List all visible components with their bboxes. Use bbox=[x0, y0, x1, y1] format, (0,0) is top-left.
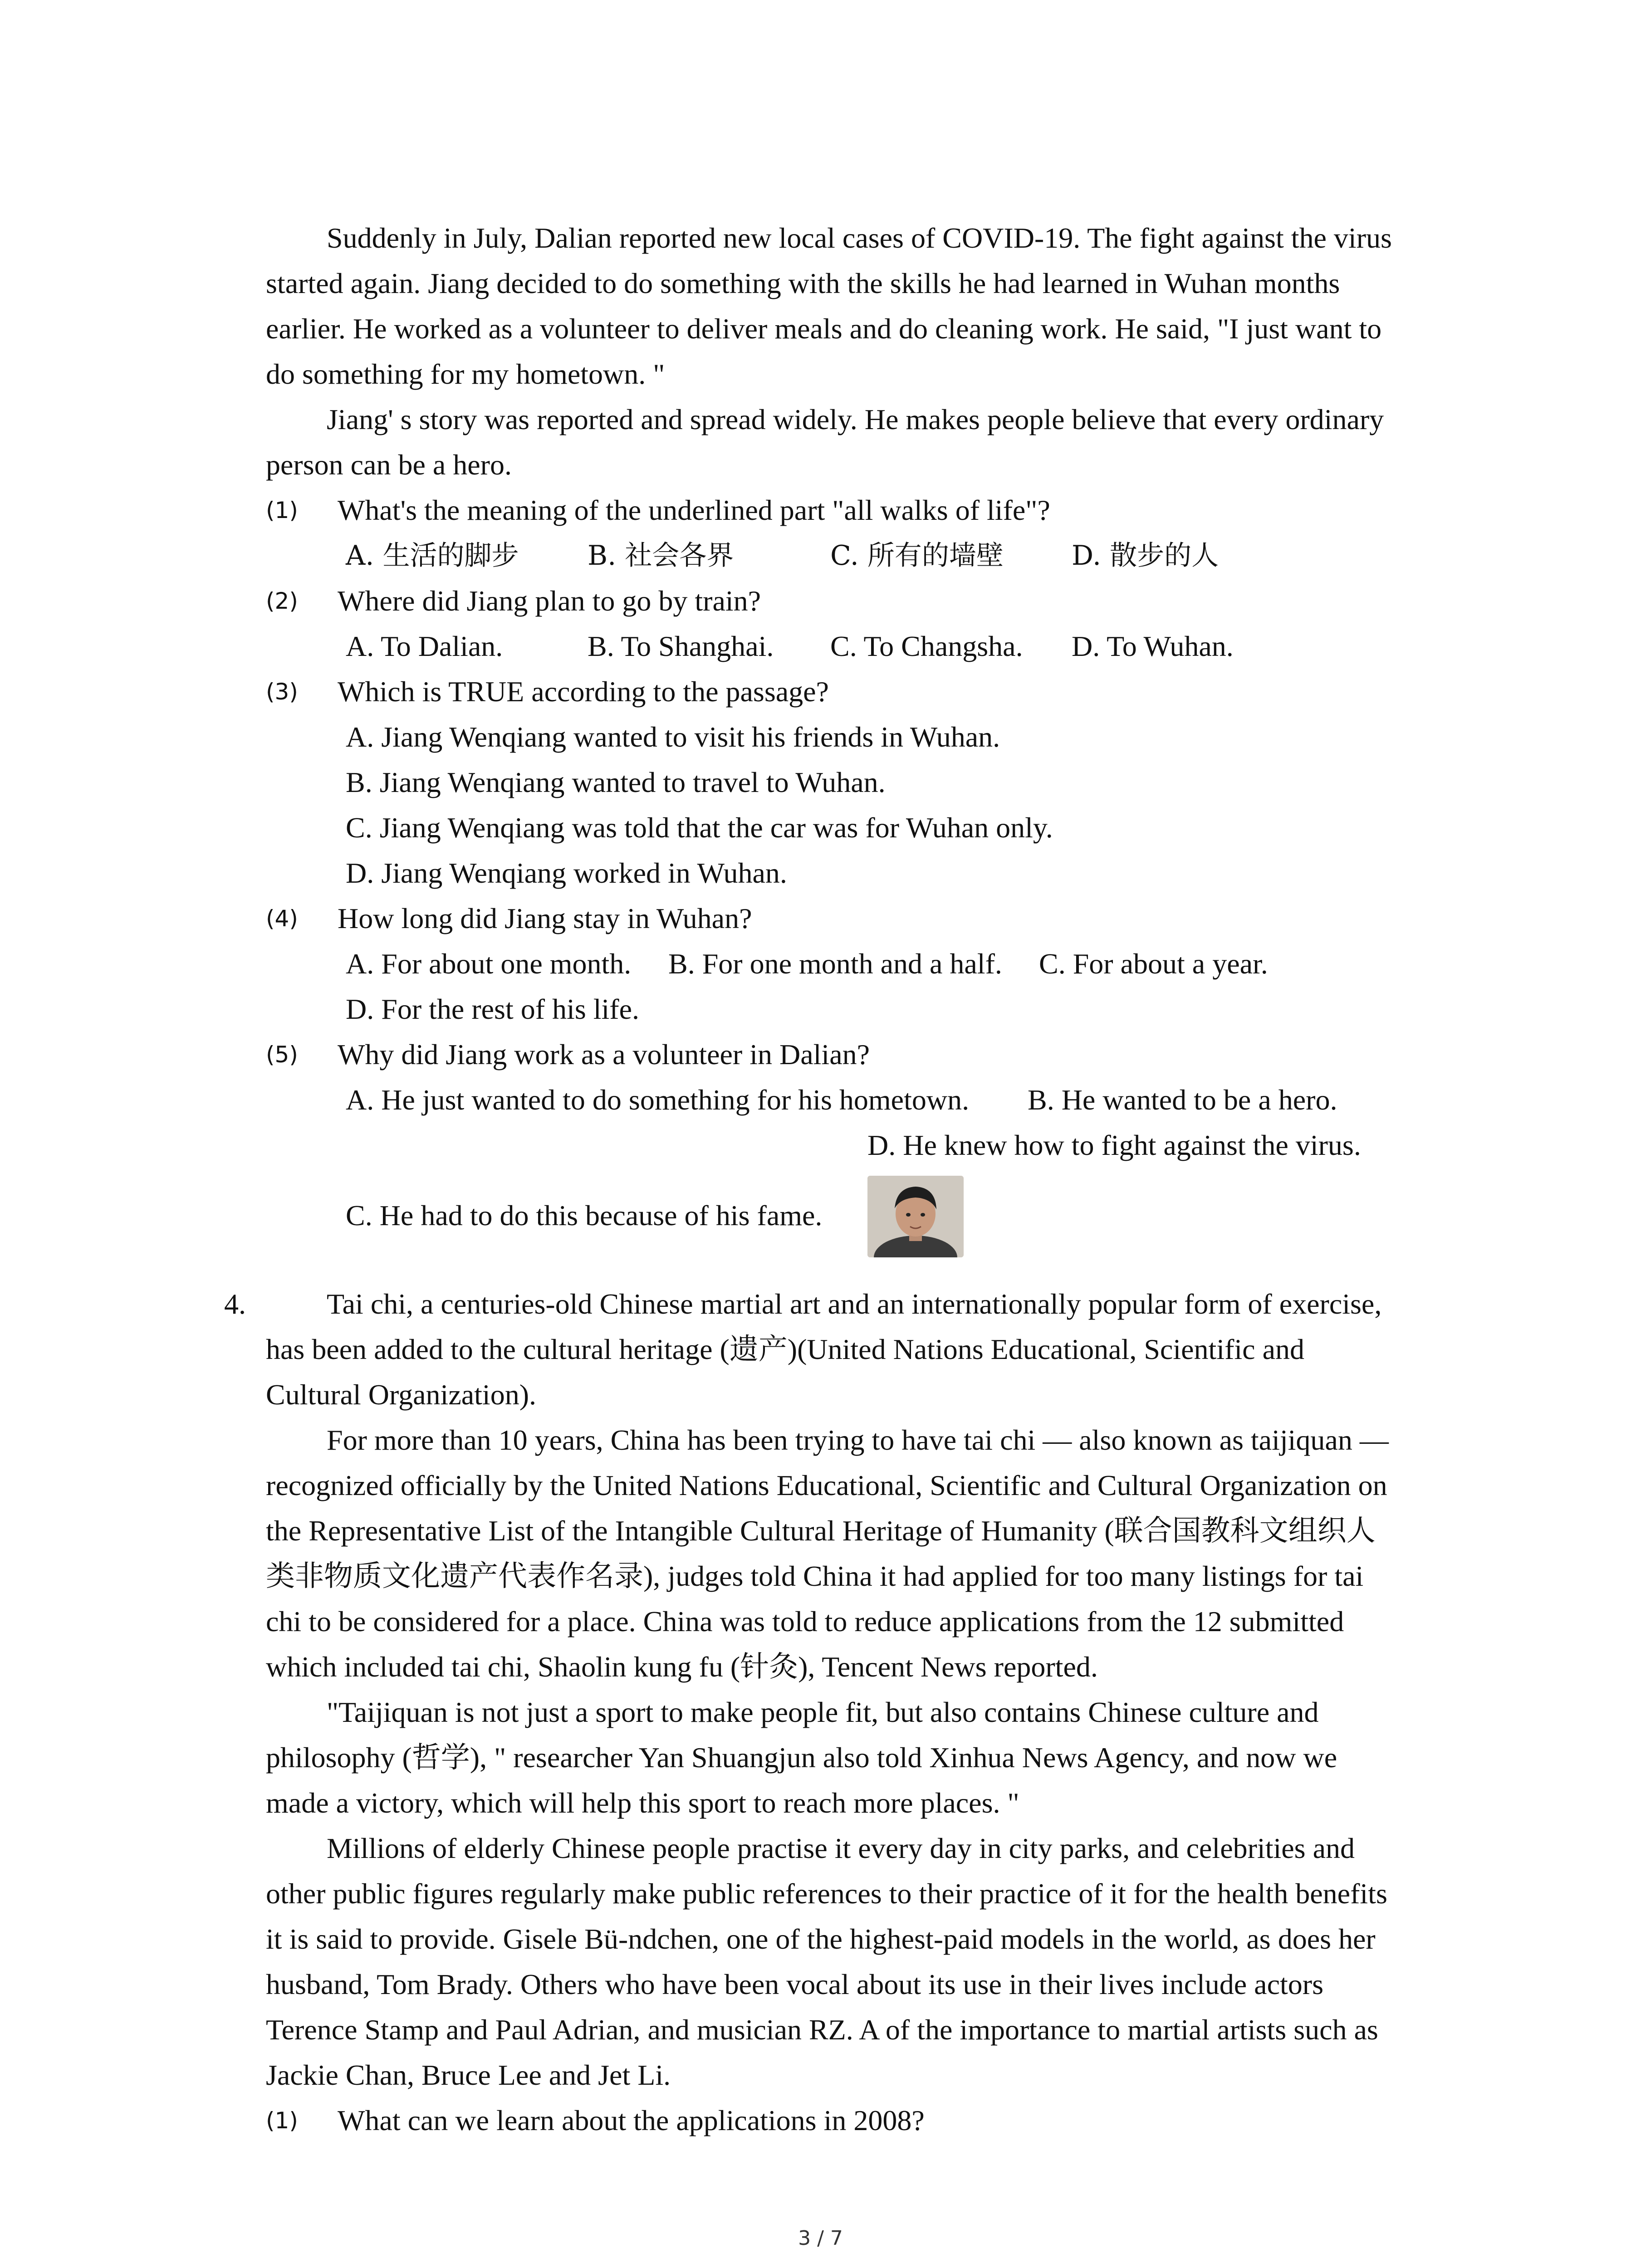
option-c: C. 所有的墙壁 bbox=[830, 540, 1004, 572]
paragraph-line: the Representative List of the Intangible Cultural Heritage of Humanity (联合国教科文组织人 bbox=[266, 1515, 1376, 1547]
paragraph-line: chi to be considered for a place. China was told to reduce applications from the 12 submitted bbox=[266, 1605, 1344, 1637]
paragraph-line: which included tai chi, Shaolin kung fu (针灸), Tencent News reported. bbox=[266, 1651, 1098, 1683]
option-d: D. Jiang Wenqiang worked in Wuhan. bbox=[346, 857, 787, 889]
question-number: (5) bbox=[266, 1041, 298, 1068]
question-text: What's the meaning of the underlined part "all walks of life"? bbox=[338, 494, 1050, 526]
paragraph-line: Terence Stamp and Paul Adrian, and musician RZ. A of the importance to martial artists such as bbox=[266, 2014, 1378, 2046]
paragraph-line: Cultural Organization). bbox=[266, 1378, 536, 1411]
option-c: C. To Changsha. bbox=[830, 630, 1023, 662]
option-a: A. To Dalian. bbox=[346, 630, 503, 662]
option-b: B. Jiang Wenqiang wanted to travel to Wuhan. bbox=[346, 766, 886, 798]
option-a: A. Jiang Wenqiang wanted to visit his friends in Wuhan. bbox=[346, 721, 1000, 753]
paragraph-line: For more than 10 years, China has been trying to have tai chi — also known as taijiquan — bbox=[327, 1424, 1389, 1456]
paragraph-line: Millions of elderly Chinese people practise it every day in city parks, and celebrities and bbox=[327, 1832, 1355, 1864]
option-c: C. He had to do this because of his fame. bbox=[346, 1199, 823, 1232]
paragraph-line: "Taijiquan is not just a sport to make people fit, but also contains Chinese culture and bbox=[327, 1696, 1319, 1728]
portrait-photo bbox=[867, 1176, 964, 1257]
paragraph-line: has been added to the cultural heritage (遗产)(United Nations Educational, Scientific and bbox=[266, 1333, 1304, 1365]
paragraph-line: person can be a hero. bbox=[266, 449, 512, 481]
paragraph-line: husband, Tom Brady. Others who have been vocal about its use in their lives include actors bbox=[266, 1968, 1323, 2000]
option-d: D. 散步的人 bbox=[1072, 540, 1219, 572]
question-number: (1) bbox=[266, 497, 298, 523]
paragraph-line: do something for my hometown. " bbox=[266, 358, 665, 390]
paragraph-line: recognized officially by the United Nations Educational, Scientific and Cultural Organization on bbox=[266, 1469, 1387, 1501]
item-number: 4. bbox=[224, 1288, 246, 1320]
option-b: B. To Shanghai. bbox=[588, 630, 774, 662]
option-b: B. 社会各界 bbox=[588, 540, 734, 572]
page-number: 3 / 7 bbox=[798, 2227, 843, 2250]
paragraph-line: it is said to provide. Gisele Bü-ndchen, one of the highest-paid models in the world, as does her bbox=[266, 1923, 1376, 1955]
option-c: C. For about a year. bbox=[1039, 948, 1268, 980]
option-d: D. He knew how to fight against the virus. bbox=[867, 1129, 1361, 1161]
paragraph-line: Suddenly in July, Dalian reported new local cases of COVID-19. The fight against the virus bbox=[327, 222, 1392, 254]
question-text: Where did Jiang plan to go by train? bbox=[338, 585, 761, 617]
paragraph-line: made a victory, which will help this sport to reach more places. " bbox=[266, 1787, 1019, 1819]
option-a: A. 生活的脚步 bbox=[346, 540, 519, 572]
question-text: What can we learn about the applications in 2008? bbox=[338, 2104, 925, 2136]
paragraph-line: 类非物质文化遗产代表作名录), judges told China it had applied for too many listings for tai bbox=[266, 1560, 1364, 1592]
option-d: D. To Wuhan. bbox=[1072, 630, 1234, 662]
paragraph-line: Tai chi, a centuries-old Chinese martial art and an internationally popular form of exercise, bbox=[327, 1288, 1382, 1320]
question-number: (3) bbox=[266, 679, 298, 705]
question-text: Why did Jiang work as a volunteer in Dalian? bbox=[338, 1038, 870, 1070]
question-text: How long did Jiang stay in Wuhan? bbox=[338, 902, 752, 934]
question-number: (1) bbox=[266, 2107, 298, 2134]
paragraph-line: philosophy (哲学), " researcher Yan Shuangjun also told Xinhua News Agency, and now we bbox=[266, 1741, 1337, 1774]
option-a: A. He just wanted to do something for his hometown. bbox=[346, 1084, 970, 1116]
paragraph-line: other public figures regularly make public references to their practice of it for the health benefits bbox=[266, 1877, 1387, 1910]
option-d: D. For the rest of his life. bbox=[346, 993, 639, 1025]
question-text: Which is TRUE according to the passage? bbox=[338, 675, 829, 708]
paragraph-line: Jiang' s story was reported and spread widely. He makes people believe that every ordinary bbox=[327, 403, 1384, 435]
option-b: B. He wanted to be a hero. bbox=[1028, 1084, 1337, 1116]
paragraph-line: earlier. He worked as a volunteer to deliver meals and do cleaning work. He said, "I just want to bbox=[266, 313, 1382, 345]
option-a: A. For about one month. bbox=[346, 948, 632, 980]
paragraph-line: started again. Jiang decided to do something with the skills he had learned in Wuhan months bbox=[266, 267, 1340, 299]
option-b: B. For one month and a half. bbox=[668, 948, 1002, 980]
question-number: (2) bbox=[266, 588, 298, 614]
paragraph-line: Jackie Chan, Bruce Lee and Jet Li. bbox=[266, 2059, 671, 2091]
question-number: (4) bbox=[266, 905, 298, 932]
option-c: C. Jiang Wenqiang was told that the car was for Wuhan only. bbox=[346, 811, 1053, 844]
